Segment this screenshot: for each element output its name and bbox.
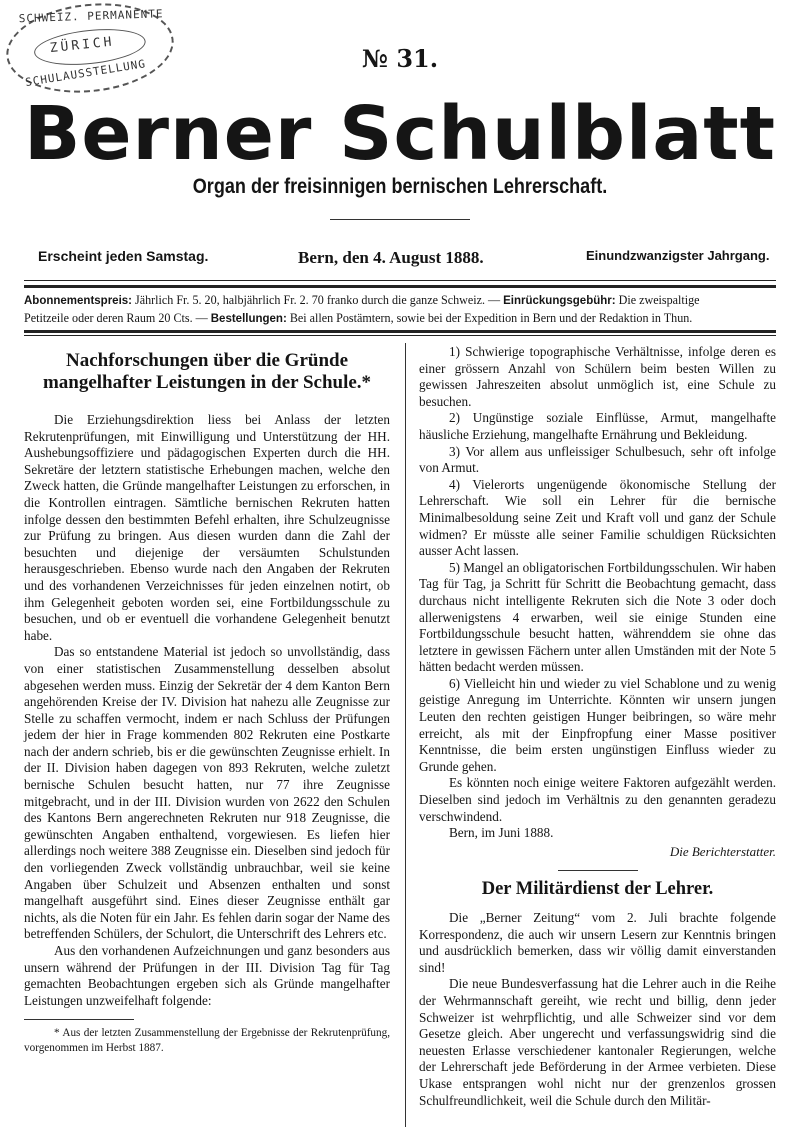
place-and-date: Bern, den 4. August 1888. <box>298 248 484 267</box>
article2-title: Der Militärdienst der Lehrer. <box>481 879 714 900</box>
fee-text: Die zweispaltige <box>615 293 700 307</box>
closing-remark: Es könnten noch einige weitere Faktoren aufgezählt werden. Dieselben sind jedoch im Verhältnis zu den genannten geradezu verschwindend. <box>419 775 776 824</box>
stamp-middle-text: ZÜRICH <box>49 34 116 57</box>
orders-label: Bestellungen: <box>210 313 287 325</box>
article-separator <box>558 870 638 871</box>
price-label: Abonnementspreis: <box>24 295 132 307</box>
reason-item: 1) Schwierige topographische Verhältnisse, infolge deren es einer grössern Anzahl von Schülern beim besten Willen zu gewissen Jahreszeiten absolut unmöglich ist, eine Schule zu besuchen. <box>419 344 776 409</box>
divider-top <box>24 280 776 281</box>
column-divider <box>405 343 406 1127</box>
reason-item: 2) Ungünstige soziale Einflüsse, Armut, mangelhafte häusliche Erziehung, mangelhafte Ernährung und Bekleidung. <box>419 410 776 442</box>
article1-paragraph: Die Erziehungsdirektion liess bei Anlass der letzten Rekrutenprüfungen, mit Einwilligung und Unterstützung der HH. Aushebungsoffiziere und pädagogischen Experten durch die HH. Sekretäre der letztern statistische Erhebungen machen, welche den Zweck hatten, die Gründe mangelhafter Leistungen zu erforschen, in die Kontrollen eintragen. Sämtliche bernischen Rekruten hatten infolge dessen den bestimmten Befehl erhalten, ihre Schulzeugnisse zur Prüfung zu bringen. Aus diesen wurden dann die Zahl der besuchten und diejenige der versäumten Schulstunden herausgeschrieben. Ebenso wurde nach den Angaben der Rekruten und des vorhandenen Verzeichnisses für jeden einzelnen notirt, ob ihm Gelegenheit geboten worden sei, eine Fortbildungsschule zu besuchen, und ob er eventuell die vorhandene Gelegenheit benutzt habe. <box>24 412 390 643</box>
divider-top-heavy <box>24 285 776 288</box>
article2-paragraph: Die „Berner Zeitung“ vom 2. Juli brachte folgende Korrespondenz, die auch wir unsern Lesern zur Kenntnis bringen und ausdrücklich bemerken, dass wir völlig damit einverstanden sind! <box>419 910 776 975</box>
reason-item: 4) Vielerorts ungenügende ökonomische Stellung der Lehrerschaft. Wie soll ein Lehrer für die bernische Minimalbesoldung seine Zeit und Kraft voll und ganz der Schule widmen? Er müsste alle seiner Familie schuldigen Rücksichten ausser Acht lassen. <box>419 476 776 559</box>
article1-title: Nachforschungen über die Gründe mangelhafter Leistungen in der Schule.* <box>42 350 372 393</box>
masthead-subtitle: Organ der freisinnigen bernischen Lehrerschaft. <box>192 175 608 198</box>
left-column <box>24 344 390 1056</box>
volume-year: Einundzwanzigster Jahrgang. <box>586 248 770 263</box>
price-text: Jährlich Fr. 5. 20, halbjährlich Fr. 2. 70 franko durch die ganze Schweiz. — <box>132 293 504 307</box>
divider-below-terms <box>24 330 776 333</box>
article1-signature: Die Berichterstatter. <box>669 843 776 859</box>
reason-item: 3) Vor allem aus unfleissiger Schulbesuch, sehr oft infolge von Armut. <box>419 443 776 476</box>
article2-paragraph: Die neue Bundesverfassung hat die Lehrer auch in die Reihe der Wehrmannschaft gereiht, wie recht und billig, denn jeder Schweizer ist wehrpflichtig, und alle Schweizer sind vor dem Gesetze gleich. Aber ungerecht und verfassungswidrig sind die neuesten Erlasse verschiedener kantonaler Regierungen, welche der Lehrerschaft jede Beförderung in der Armee verbieten. Diese Ukase entsprangen wohl nicht nur der grenzenlos grossen Schulfreundlichkeit, weil die Schule durch den Militär- <box>419 976 776 1108</box>
terms-line-1 <box>24 292 776 310</box>
header-short-rule <box>330 219 470 220</box>
fee-label: Einrückungsgebühr: <box>503 295 616 307</box>
orders-text: Bei allen Postämtern, sowie bei der Expedition in Bern und der Redaktion in Thun. <box>286 311 693 325</box>
issue-number: № 31. <box>361 44 439 73</box>
article1-paragraph: Aus den vorhandenen Aufzeichnungen und ganz besonders aus unsern während der Prüfungen in der III. Division Tag für Tag gemachten Beobachtungen ergeben sich als Gründe mangelhafter Leistungen unzweifelhaft folgende: <box>24 943 390 1008</box>
divider-below-terms-thin <box>24 335 776 336</box>
stamp-top-text: SCHWEIZ. PERMANENTE <box>18 7 164 26</box>
article1-paragraph: Das so entstandene Material ist jedoch so unvollständig, dass von einer statistischen Zusammenstellung desselben absolut abgesehen werden muss. Einzig der Sekretär der 4 dem Kanton Bern angehörenden Kreise der IV. Division hat nahezu alle Zeugnisse zur Stelle zu schaffen vermocht, indem er nach Schluss der Prüfungen jedem der hier in Frage kommenden 802 Rekruten eine Postkarte nach der andern schrieb, bis er die gewünschten Zeugnisse erhielt. In der II. Division haben dagegen von 893 Rekruten, welche zuletzt bernische Schulen besucht hatten, nur 77 ihre Zeugnisse mitgebracht, und in der III. Division wurden von 2622 den Schulen des Kantons Bern angerechneten Rekruten nur 918 Zeugnisse, die gewünschten Angaben enthaltend, vorgewiesen. Es liefen hier allerdings noch weitere 388 Zeugnisse ein. Dieselben sind jedoch für den vorliegenden Zweck vollständig unbrauchbar, weil sie keine Angaben über Schulzeit und Absenzen enthalten und sonst mangelhaft ausgeführt sind. Eines dieser Zeugnisse enthält gar nichts, als die Noten für ein Jahr. Es fehlen darin sogar der Name des betreffenden Schülers, der Schulort, die Unterschrift des Lehrers etc. <box>24 644 390 942</box>
stamp-bottom-text: SCHULAUSSTELLUNG <box>24 57 147 90</box>
article1-footnote: * Aus der letzten Zusammenstellung der Ergebnisse der Rekrutenprüfung, vorgenommen im Herbst 1887. <box>24 1027 390 1055</box>
footnote-rule <box>24 1019 134 1020</box>
reason-item: 6) Vielleicht hin und wieder zu viel Schablone und zu wenig geistige Anregung im Unterrichte. Könnten wir unsern jungen Leuten den rechten geistigen Hunger beibringen, so wäre mehr erreicht, als mit der Einpfropfung einer Masse positiver Kenntnisse, die beim ersten ungünstigen Einfluss wieder zu Grunde gehen. <box>419 675 776 774</box>
right-column <box>419 344 776 1109</box>
subscription-terms <box>24 292 776 328</box>
publication-frequency: Erscheint jeden Samstag. <box>38 248 209 264</box>
masthead-title: Berner Schulblatt <box>23 91 777 177</box>
terms-line-2 <box>24 310 776 328</box>
place-date-line: Bern, im Juni 1888. <box>449 825 554 841</box>
reason-item: 5) Mangel an obligatorischen Fortbildungsschulen. Wir haben Tag für Tag, ja Schritt für Schritt die Beobachtung gemacht, dass durchaus nicht intelligente Rekruten sich die Note 3 oder doch allerwenigstens 4 erwarben, weil sie einige Stunden eine Fortbildungsschule besucht hatten, währenddem sie ohne das letztere in gewissen Fächern unter allen Umständen mit der Note 5 hätten bedacht werden müssen. <box>419 559 777 675</box>
terms-line2-start: Petitzeile oder deren Raum 20 Cts. — <box>24 311 211 325</box>
